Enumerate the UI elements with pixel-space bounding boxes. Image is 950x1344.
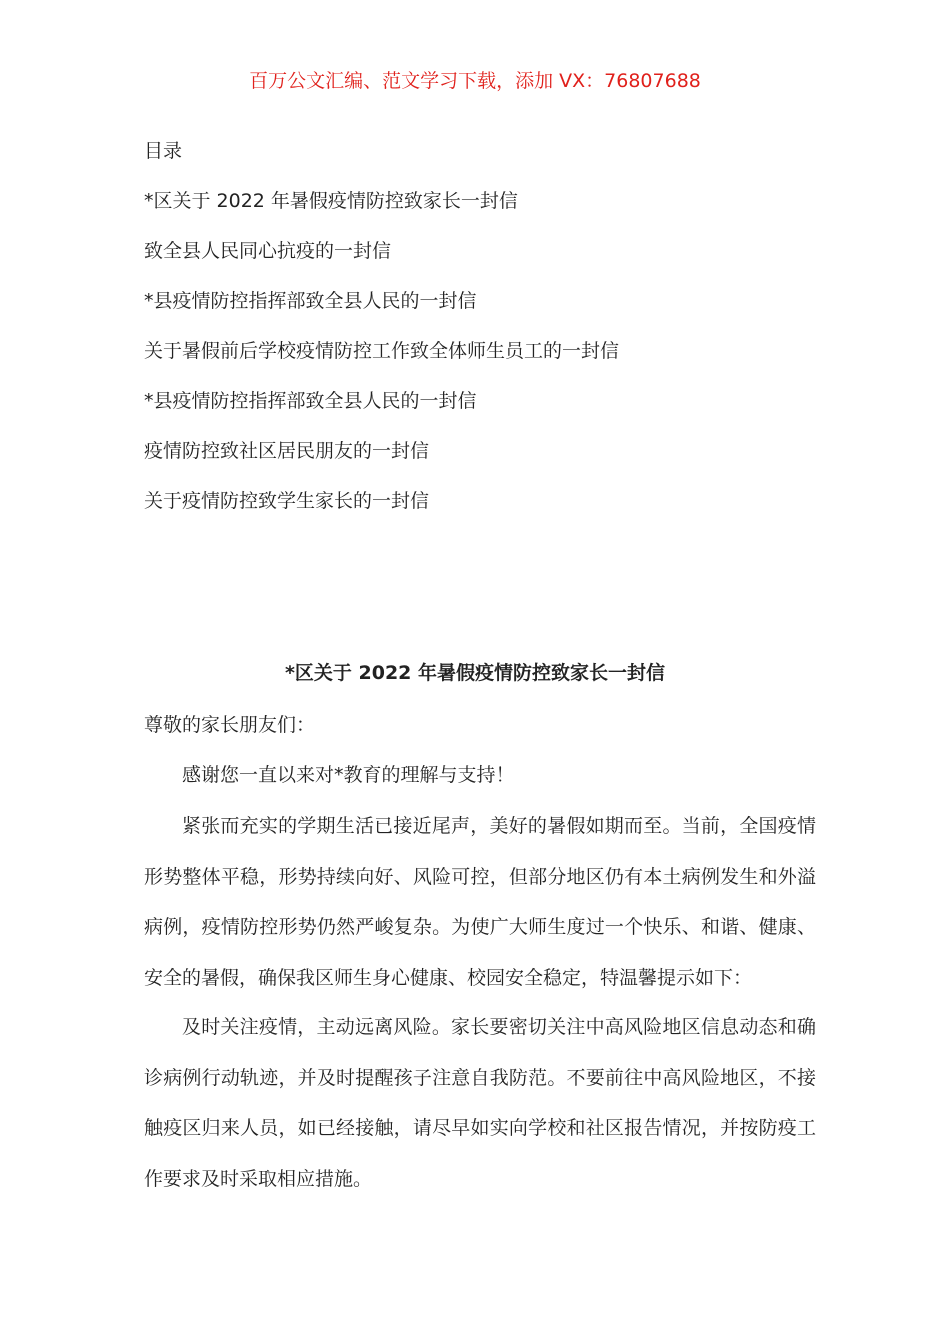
toc-item[interactable]: 疫情防控致社区居民朋友的一封信 bbox=[144, 440, 430, 462]
toc-item[interactable]: *县疫情防控指挥部致全县人民的一封信 bbox=[144, 290, 477, 312]
table-of-contents bbox=[144, 188, 619, 538]
article-greeting: 尊敬的家长朋友们： bbox=[144, 714, 316, 736]
article-paragraph: 紧张而充实的学期生活已接近尾声，美好的暑假如期而至。当前，全国疫情形势整体平稳，形势持续向好、风险可控，但部分地区仍有本土病例发生和外溢病例，疫情防控形势仍然严峻复杂。为使广大师生度过一个快乐、和谐、健康、安全的暑假，确保我区师生身心健康、校园安全稳定，特温馨提示如下： bbox=[144, 815, 816, 989]
toc-title: 目录 bbox=[144, 140, 183, 162]
toc-item[interactable]: *区关于 2022 年暑假疫情防控致家长一封信 bbox=[144, 190, 518, 212]
toc-item[interactable]: *县疫情防控指挥部致全县人民的一封信 bbox=[144, 390, 477, 412]
toc-item[interactable]: 关于暑假前后学校疫情防控工作致全体师生员工的一封信 bbox=[144, 340, 620, 362]
watermark-banner: 百万公文汇编、范文学习下载，添加 VX：76807688 bbox=[249, 70, 701, 92]
article-paragraph: 及时关注疫情，主动远离风险。家长要密切关注中高风险地区信息动态和确诊病例行动轨迹，并及时提醒孩子注意自我防范。不要前往中高风险地区，不接触疫区归来人员，如已经接触，请尽早如实向学校和社区报告情况，并按防疫工作要求及时采取相应措施。 bbox=[144, 1016, 816, 1190]
article-paragraph: 感谢您一直以来对*教育的理解与支持！ bbox=[182, 764, 515, 786]
toc-item[interactable]: 致全县人民同心抗疫的一封信 bbox=[144, 240, 392, 262]
toc-item[interactable]: 关于疫情防控致学生家长的一封信 bbox=[144, 490, 430, 512]
article-title: *区关于 2022 年暑假疫情防控致家长一封信 bbox=[284, 662, 666, 684]
